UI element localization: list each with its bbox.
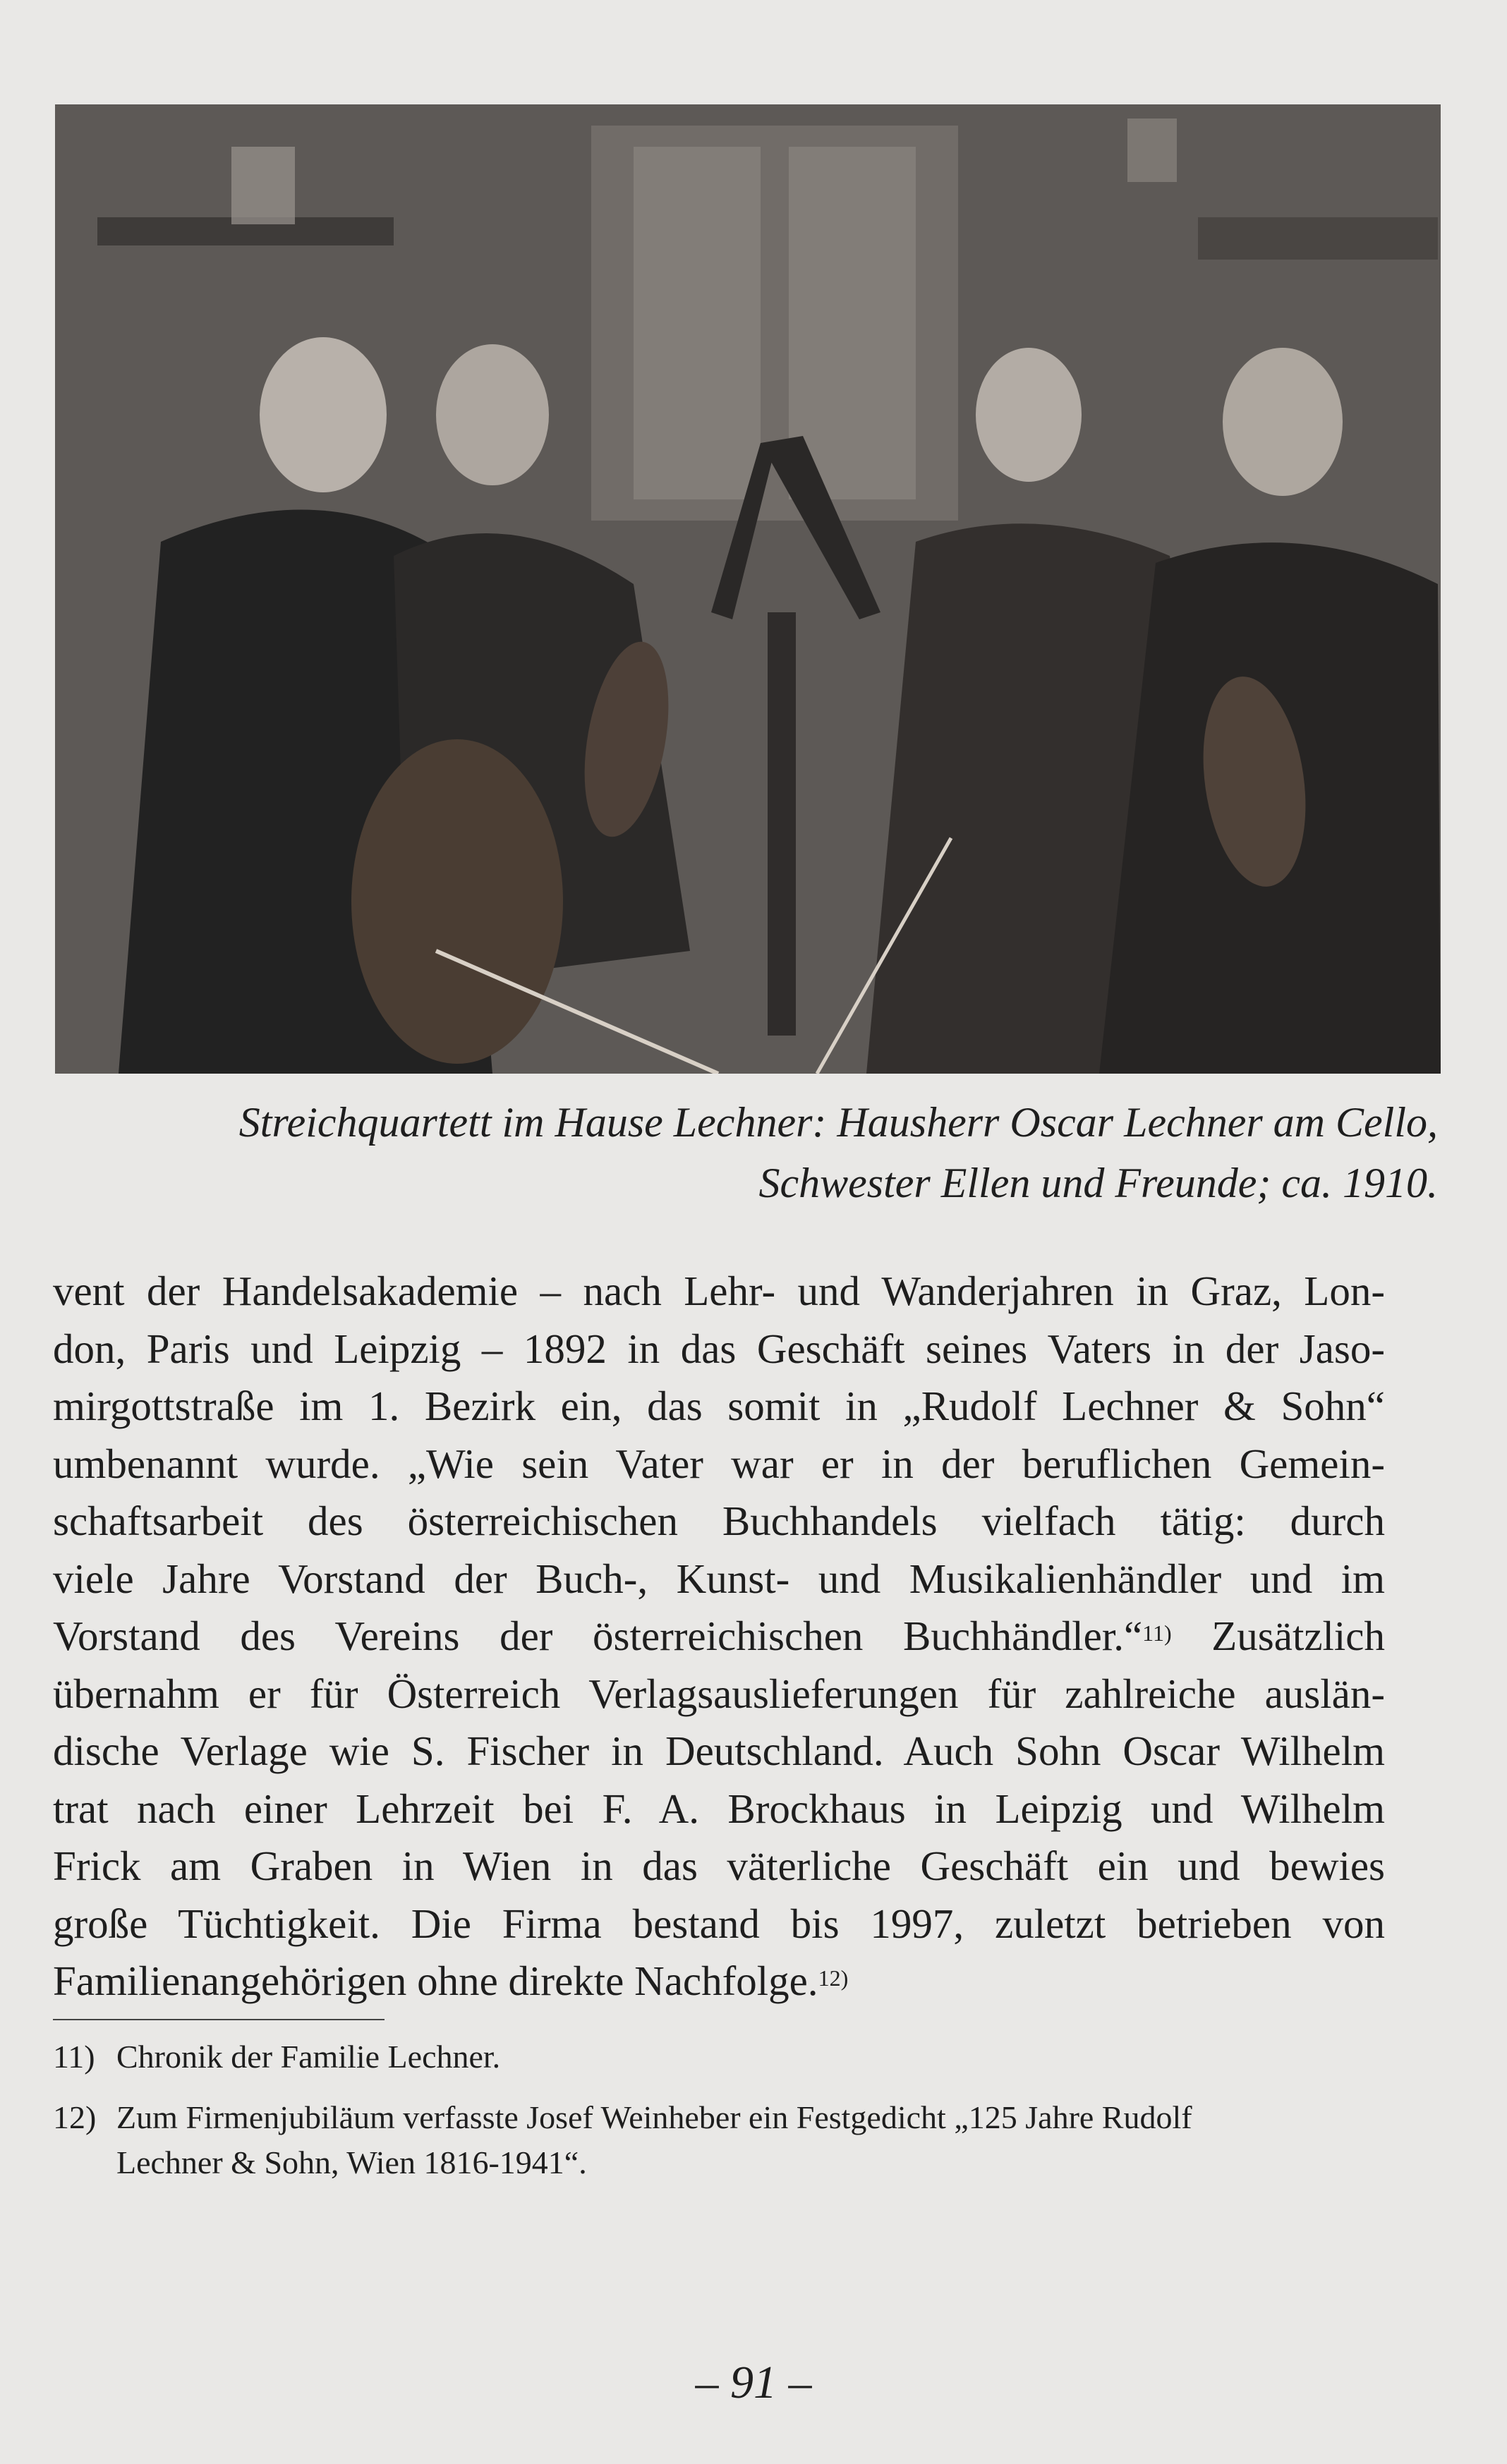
body-line-with-footnote xyxy=(53,1953,1385,2010)
footnote-ref-12[interactable]: 12) xyxy=(818,1965,849,1991)
page-number: – 91 – xyxy=(695,2357,812,2408)
body-line: Frick am Graben in Wien in das väterliche Geschäft ein und bewies xyxy=(53,1843,1385,1889)
body-paragraph xyxy=(53,1263,1385,2010)
body-line: schaftsarbeit des österreichischen Buchhandels vielfach tätig: durch xyxy=(53,1498,1385,1544)
body-line-with-footnote xyxy=(53,1608,1385,1665)
body-line: trat nach einer Lehrzeit bei F. A. Brockhaus in Leipzig und Wilhelm xyxy=(53,1785,1385,1832)
footnote-12 xyxy=(53,2095,1385,2185)
body-line: viele Jahre Vorstand der Buch-, Kunst- und Musikalienhändler und im xyxy=(53,1555,1385,1602)
photo-caption xyxy=(106,1092,1438,1213)
body-line: umbenannt wurde. „Wie sein Vater war er in der beruflichen Gemein- xyxy=(53,1440,1385,1487)
body-line-text: Familienangehörigen ohne direkte Nachfolge. xyxy=(53,1958,818,2004)
body-line: große Tüchtigkeit. Die Firma bestand bis 1997, zuletzt betrieben von xyxy=(53,1900,1385,1947)
body-line-text: Zusätzlich xyxy=(1171,1613,1385,1659)
footnote-text-continued: Lechner & Sohn, Wien 1816-1941“. xyxy=(116,2144,587,2180)
footnote-11 xyxy=(53,2034,1385,2080)
footnote-ref-11[interactable]: 11) xyxy=(1142,1620,1172,1646)
body-line: don, Paris und Leipzig – 1892 in das Geschäft seines Vaters in der Jaso- xyxy=(53,1325,1385,1372)
footnote-divider xyxy=(53,2019,385,2020)
body-line: mirgottstraße im 1. Bezirk ein, das somit in „Rudolf Lechner & Sohn“ xyxy=(53,1383,1385,1429)
caption-line-1: Streichquartett im Hause Lechner: Hausherr Oscar Lechner am Cello, xyxy=(238,1099,1438,1146)
footnote-number: 11) xyxy=(53,2039,95,2075)
body-line: dische Verlage wie S. Fischer in Deutschland. Auch Sohn Oscar Wilhelm xyxy=(53,1728,1385,1774)
body-line: vent der Handelsakademie – nach Lehr- und Wanderjahren in Graz, Lon- xyxy=(53,1268,1385,1314)
footnote-number: 12) xyxy=(53,2099,97,2135)
body-line-text: Vorstand des Vereins der österreichischen Buchhändler.“ xyxy=(53,1613,1143,1659)
footnote-text: Chronik der Familie Lechner. xyxy=(116,2039,501,2075)
historical-photo xyxy=(55,104,1441,1074)
footnote-text: Zum Firmenjubiläum verfasste Josef Weinheber ein Festgedicht „125 Jahre Rudolf xyxy=(116,2099,1192,2135)
footnotes xyxy=(53,2034,1385,2185)
body-line: übernahm er für Österreich Verlagsauslieferungen für zahlreiche auslän- xyxy=(53,1670,1385,1717)
caption-line-2: Schwester Ellen und Freunde; ca. 1910. xyxy=(758,1160,1438,1206)
